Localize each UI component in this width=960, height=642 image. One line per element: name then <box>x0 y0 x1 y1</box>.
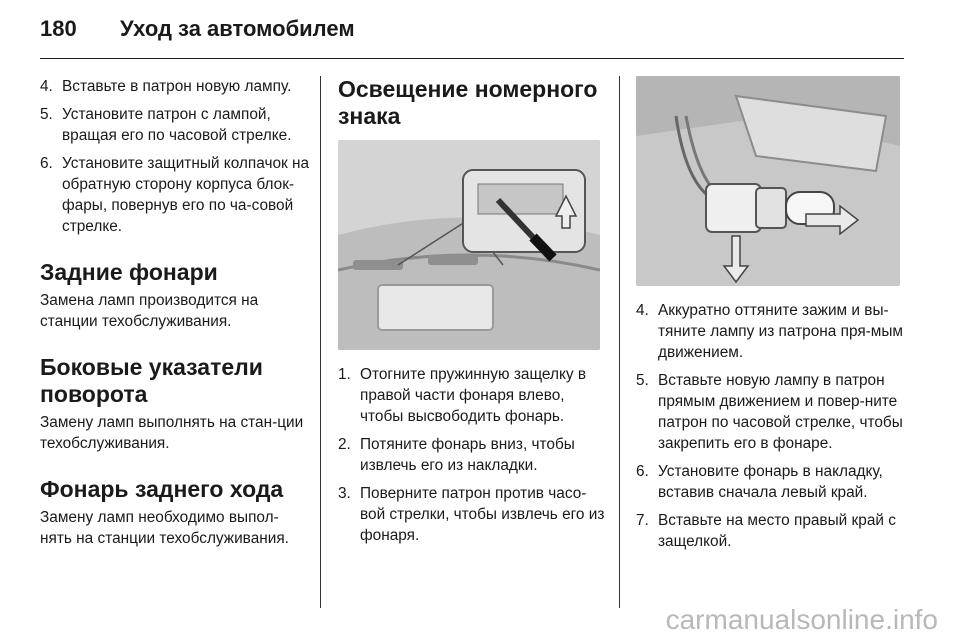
step-number: 7. <box>636 512 649 529</box>
column-divider-1 <box>320 76 321 608</box>
column-left <box>40 76 310 549</box>
list-item <box>338 434 606 476</box>
step-number: 4. <box>636 302 649 319</box>
step-text: Установите защитный колпачок на обратную сторону корпуса блок-фары, повернув его по ча-совой стрелке. <box>62 155 310 235</box>
section-heading: Задние фонари <box>40 259 218 285</box>
step-text: Аккуратно оттяните зажим и вы-тяните лампу из патрона пря-мым движением. <box>658 302 904 361</box>
list-item <box>636 300 906 363</box>
step-text: Установите патрон с лампой, вращая его по часовой стрелке. <box>62 106 292 144</box>
section-reversing-light <box>40 476 310 549</box>
step-number: 1. <box>338 366 351 383</box>
step-text: Потяните фонарь вниз, чтобы извлечь его из накладки. <box>360 436 575 474</box>
list-item <box>636 461 906 503</box>
page-header <box>40 14 940 54</box>
step-number: 5. <box>636 372 649 389</box>
section-rear-lights <box>40 259 310 332</box>
step-list <box>40 76 310 237</box>
column-right <box>636 76 906 559</box>
list-item <box>636 370 906 454</box>
list-item <box>338 364 606 427</box>
section-heading: Освещение номерного знака <box>338 76 598 129</box>
step-list <box>338 364 606 546</box>
list-item <box>40 104 310 146</box>
step-text: Поверните патрон против часо-вой стрелки, чтобы извлечь его из фонаря. <box>360 485 605 544</box>
page-number: 180 <box>40 16 77 41</box>
bulb-socket-illustration <box>636 76 900 286</box>
section-heading: Боковые указатели поворота <box>40 354 263 407</box>
header-divider <box>40 58 904 59</box>
section-body: Замена ламп производится на станции техобслуживания. <box>40 292 259 330</box>
section-body: Замену ламп необходимо выпол-нять на станции техобслуживания. <box>40 509 289 547</box>
column-middle <box>338 76 606 553</box>
watermark: carmanualsonline.info <box>665 604 938 635</box>
step-text: Вставьте на место правый край с защелкой. <box>658 512 896 550</box>
section-body: Замену ламп выполнять на стан-ции техобслуживания. <box>40 414 304 452</box>
column-divider-2 <box>619 76 620 608</box>
page-title: Уход за автомобилем <box>120 16 355 41</box>
list-item <box>40 76 310 97</box>
step-number: 2. <box>338 436 351 453</box>
step-text: Установите фонарь в накладку, вставив сначала левый край. <box>658 463 883 501</box>
step-list <box>636 300 906 552</box>
section-heading: Фонарь заднего хода <box>40 476 284 502</box>
list-item <box>40 153 310 237</box>
list-item <box>636 510 906 552</box>
list-item <box>338 483 606 546</box>
step-number: 3. <box>338 485 351 502</box>
step-number: 4. <box>40 78 53 95</box>
step-text: Отогните пружинную защелку в правой части фонаря влево, чтобы высвободить фонарь. <box>360 366 587 425</box>
step-number: 5. <box>40 106 53 123</box>
step-text: Вставьте новую лампу в патрон прямым движением и повер-ните патрон по часовой стрелке, чтобы закрепить его в фонаре. <box>658 372 903 452</box>
step-number: 6. <box>636 463 649 480</box>
step-number: 6. <box>40 155 53 172</box>
step-text: Вставьте в патрон новую лампу. <box>62 78 292 95</box>
license-plate-light-illustration <box>338 140 600 350</box>
section-side-indicators <box>40 354 310 454</box>
